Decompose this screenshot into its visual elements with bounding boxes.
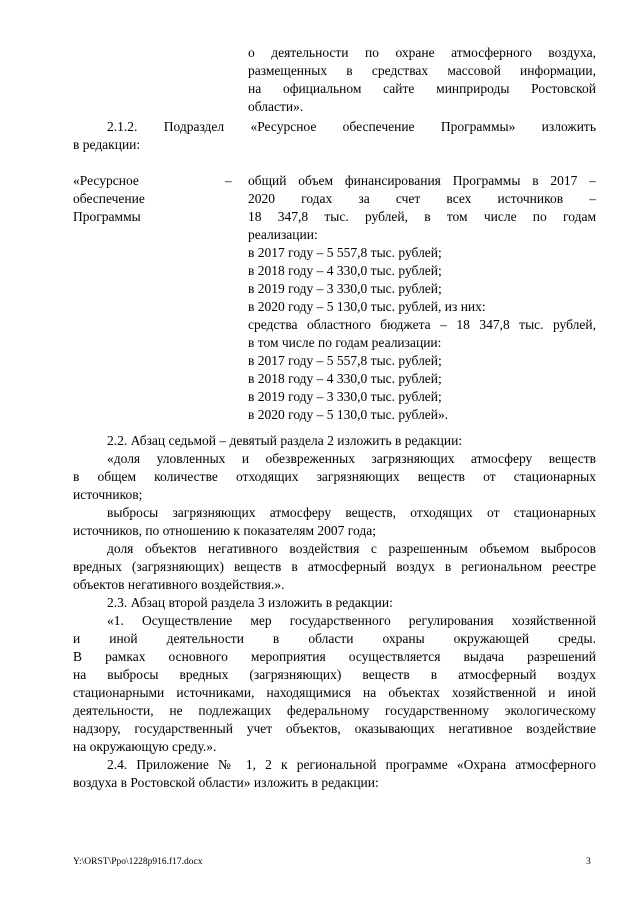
intro-line: размещенных в средствах массовой информации,: [248, 63, 596, 78]
section-2-3-para-line: и иной деятельности в области охраны окружающей среды.: [73, 631, 596, 646]
resource-label-line: Программы: [73, 209, 141, 224]
section-2-1-2: [73, 118, 596, 154]
intro-line: области».: [248, 99, 304, 114]
section-2-2-para3-line: вредных (загрязняющих) веществ в атмосферный воздух в региональном реестре: [73, 559, 596, 574]
resource-value-line: в 2020 году – 5 130,0 тыс. рублей, из них:: [248, 299, 486, 314]
resource-value-line: в том числе по годам реализации:: [248, 335, 442, 350]
footer-file-path: Y:\ORST\Ppo\1228p916.f17.docx: [73, 857, 203, 867]
resource-label-line: «Ресурсное: [73, 173, 139, 188]
section-2-4-line: воздуха в Ростовской области» изложить в редакции:: [73, 775, 379, 790]
section-2-2-para2-line: выбросы загрязняющих атмосферу веществ, отходящих от стационарных: [107, 505, 596, 520]
resource-value-line: в 2019 году – 3 330,0 тыс. рублей;: [248, 389, 442, 404]
section-2-2-para1-line: источников;: [73, 487, 143, 502]
page-number: 3: [586, 857, 591, 867]
section-2-3: [73, 594, 596, 756]
section-2-3-heading: 2.3. Абзац второй раздела 3 изложить в редакции:: [107, 595, 393, 610]
intro-paragraph: [248, 44, 596, 116]
resource-value-line: в 2018 году – 4 330,0 тыс. рублей;: [248, 263, 442, 278]
section-2-3-para-line: стационарными источниками, находящимися на объектах хозяйственной и иной: [73, 685, 596, 700]
resource-value-line: в 2020 году – 5 130,0 тыс. рублей».: [248, 407, 449, 422]
intro-line: о деятельности по охране атмосферного воздуха,: [248, 45, 596, 60]
section-2-3-para-line: на выбросы вредных (загрязняющих) веществ в атмосферный воздух: [73, 667, 596, 682]
resource-dash: –: [225, 173, 232, 188]
resource-label-line: обеспечение: [73, 191, 145, 206]
resource-value-line: в 2017 году – 5 557,8 тыс. рублей;: [248, 245, 442, 260]
section-2-3-para-line: надзору, государственный учет объектов, оказывающих негативное воздействие: [73, 721, 596, 736]
section-2-2-para1-line: «доля уловленных и обезвреженных загрязняющих атмосферу веществ: [107, 451, 596, 466]
section-2-1-2-line1: 2.1.2. Подраздел «Ресурсное обеспечение Программы» изложить: [107, 119, 596, 134]
section-2-3-para-line: «1. Осуществление мер государственного регулирования хозяйственной: [107, 613, 596, 628]
resource-value-line: 2020 годах за счет всех источников –: [248, 191, 596, 206]
section-2-3-para-line: на окружающую среду.».: [73, 739, 217, 754]
resource-value-line: 18 347,8 тыс. рублей, в том числе по годам: [248, 209, 596, 224]
resource-value-line: средства областного бюджета – 18 347,8 тыс. рублей,: [248, 317, 596, 332]
resource-value-line: в 2019 году – 3 330,0 тыс. рублей;: [248, 281, 442, 296]
section-2-2-para2-line: источников, по отношению к показателям 2007 года;: [73, 523, 376, 538]
resource-value-line: реализации:: [248, 227, 318, 242]
resource-value-line: в 2018 году – 4 330,0 тыс. рублей;: [248, 371, 442, 386]
section-2-4: [73, 756, 596, 792]
section-2-1-2-line2: в редакции:: [73, 137, 141, 152]
intro-line: на официальном сайте минприроды Ростовской: [248, 81, 596, 96]
resource-value-line: общий объем финансирования Программы в 2017 –: [248, 173, 596, 188]
section-2-3-para-line: деятельности, не подлежащих федеральному государственному экологическому: [73, 703, 596, 718]
resource-label: [73, 172, 213, 226]
section-2-2-para3-line: доля объектов негативного воздействия с разрешенным объемом выбросов: [107, 541, 596, 556]
resource-value: [248, 172, 596, 424]
resource-value-line: в 2017 году – 5 557,8 тыс. рублей;: [248, 353, 442, 368]
section-2-2: [73, 432, 596, 594]
section-2-2-para1-line: в общем количестве отходящих загрязняющих веществ от стационарных: [73, 469, 596, 484]
section-2-2-heading: 2.2. Абзац седьмой – девятый раздела 2 изложить в редакции:: [107, 433, 463, 448]
section-2-2-para3-line: объектов негативного воздействия.».: [73, 577, 285, 592]
section-2-3-para-line: В рамках основного мероприятия осуществляется выдача разрешений: [73, 649, 596, 664]
section-2-4-line: 2.4. Приложение № 1, 2 к региональной программе «Охрана атмосферного: [107, 757, 596, 772]
